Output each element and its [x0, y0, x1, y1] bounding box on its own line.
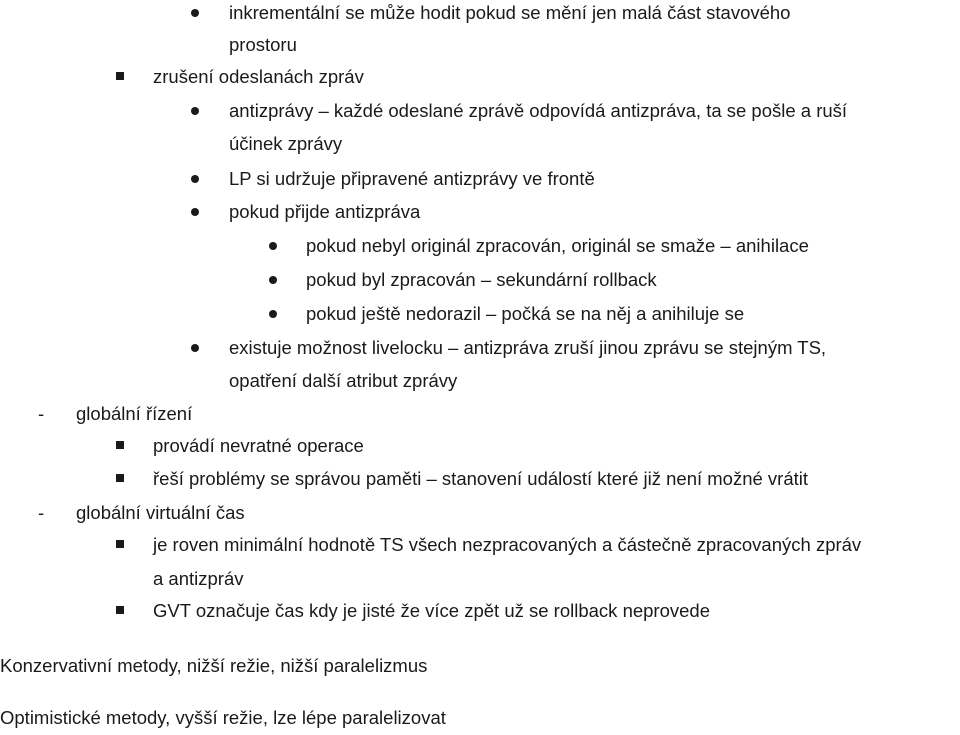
bullet-dot-icon — [191, 107, 199, 115]
bullet-dot-icon — [191, 208, 199, 216]
bullet-dot-icon — [269, 310, 277, 318]
bullet-dot-icon — [191, 175, 199, 183]
bullet-dot-icon — [269, 242, 277, 250]
text-line: existuje možnost livelocku – antizpráva zruší jinou zprávu se stejným TS, — [229, 337, 827, 358]
dash-marker: - — [38, 403, 45, 424]
text-line: řeší problémy se správou paměti – stanovení událostí které již není možné vrátit — [153, 468, 809, 489]
bullet-dot-icon — [191, 9, 199, 17]
dash-marker: - — [38, 502, 45, 523]
text-line: globální virtuální čas — [76, 502, 245, 523]
text-line: provádí nevratné operace — [153, 435, 364, 456]
text-line: GVT označuje čas kdy je jisté že více zpět už se rollback neprovede — [153, 600, 710, 621]
text-line: pokud ještě nedorazil – počká se na něj a anihiluje se — [306, 303, 745, 324]
bullet-square-icon — [116, 441, 124, 449]
bullet-square-icon — [116, 474, 124, 482]
text-line: je roven minimální hodnotě TS všech nezpracovaných a částečně zpracovaných zpráv — [153, 534, 862, 555]
text-line: pokud byl zpracován – sekundární rollback — [306, 269, 657, 290]
bullet-square-icon — [116, 540, 124, 548]
paragraph-line: Optimistické metody, vyšší režie, lze lépe paralelizovat — [0, 707, 446, 728]
text-line: pokud nebyl originál zpracován, originál se smaže – anihilace — [306, 235, 809, 256]
text-line: prostoru — [229, 34, 297, 55]
text-line: účinek zprávy — [229, 133, 343, 154]
paragraph-line: Konzervativní metody, nižší režie, nižší paralelizmus — [0, 655, 428, 676]
text-line: globální řízení — [76, 403, 193, 424]
text-line: pokud přijde antizpráva — [229, 201, 421, 222]
text-line: inkrementální se může hodit pokud se mění jen malá část stavového — [229, 2, 791, 23]
bullet-dot-icon — [191, 344, 199, 352]
bullet-square-icon — [116, 606, 124, 614]
text-line: LP si udržuje připravené antizprávy ve frontě — [229, 168, 595, 189]
bullet-dot-icon — [269, 276, 277, 284]
bullet-square-icon — [116, 72, 124, 80]
text-line: zrušení odeslanách zpráv — [153, 66, 364, 87]
text-line: opatření další atribut zprávy — [229, 370, 458, 391]
text-line: antizprávy – každé odeslané zprávě odpovídá antizpráva, ta se pošle a ruší — [229, 100, 848, 121]
text-line: a antizpráv — [153, 568, 244, 589]
